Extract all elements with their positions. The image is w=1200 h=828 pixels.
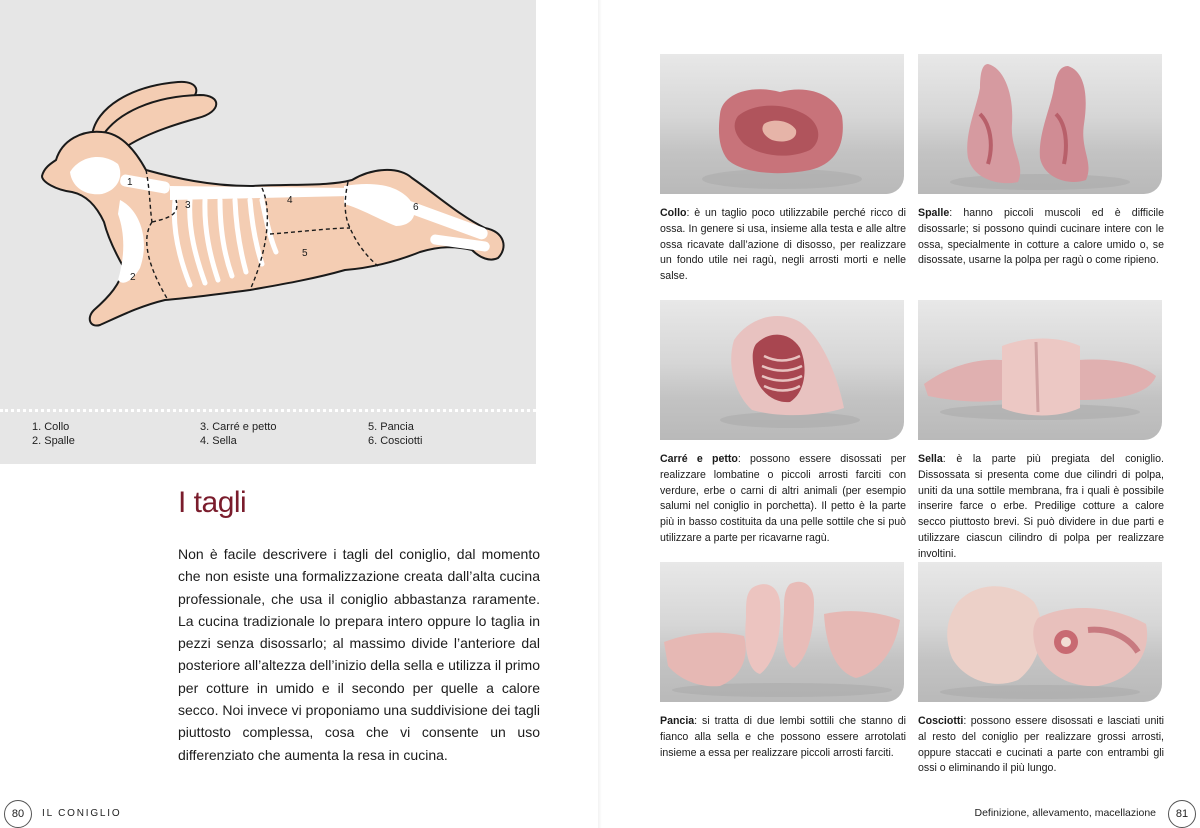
cut-number-6: 6 — [413, 202, 419, 213]
meat-image-carre-petto — [660, 300, 904, 440]
photo-cosciotti — [918, 562, 1162, 702]
cut-description: : si tratta di due lembi sottili che stanno di fianco alla sella e che possono essere arrotolati insieme a essa per realizzare piccoli arrosti farciti. — [660, 715, 906, 759]
running-head-left: IL CONIGLIO — [42, 808, 122, 819]
cuts-legend — [0, 420, 536, 460]
footer-left — [0, 800, 598, 828]
caption-collo — [660, 206, 906, 285]
page-number-right: 81 — [1168, 800, 1196, 828]
cut-description: : possono essere disossati per realizzare lombatine o piccoli arrosti farciti con verdure, erbe o carni di altri animali (per esempio salumi nel coniglio in porchetta). Il petto è la parte più in basso costituita da una pelle sottile che si può utilizzare a parte per ricavarne ragù. — [660, 453, 906, 544]
cut-name: Sella — [918, 453, 943, 465]
cut-card-carre-petto — [660, 300, 904, 547]
legend-column — [368, 420, 422, 448]
cut-description: : è la parte più pregiata del coniglio. Dissossata si presenta come due cilindri di polpa, uniti da una sottile membrana, fra i quali è possibile inserire farce o erbe. Predilige cotture a calore secco piuttosto brevi. Si può dividere in due parti e utilizzare ciascun cilindro di polpa per realizzare involtini. — [918, 453, 1164, 560]
legend-item: 5. Pancia — [368, 421, 414, 433]
cut-card-spalle — [918, 54, 1162, 269]
cut-number-4: 4 — [287, 195, 293, 206]
meat-image-sella — [918, 300, 1162, 440]
dotted-divider — [0, 409, 536, 412]
cut-name: Carré e petto — [660, 453, 738, 465]
legend-item: 6. Cosciotti — [368, 435, 423, 447]
photo-sella — [918, 300, 1162, 440]
intro-paragraph: Non è facile descrivere i tagli del coniglio, dal momento che non esiste una formalizzazione creata dall’alta cucina professionale, che usa il coniglio abbastanza raramente. La cucina tradizionale lo prepara intero oppure lo taglia in pezzi senza disossarlo; al massimo divide l’anteriore dal posteriore all’altezza dell’inizio della sella e utilizza il primo per cotture in umido e il secondo per quelle a calore secco. Noi invece vi proponiamo una suddivisione dei tagli piuttosto complessa, cosa che vi consente un uso differenziato che aumenta la resa in cucina. — [178, 546, 540, 763]
cut-card-collo — [660, 54, 904, 285]
cut-number-3: 3 — [185, 200, 191, 211]
cut-name: Collo — [660, 207, 687, 219]
caption-cosciotti — [918, 714, 1164, 777]
cut-name: Spalle — [918, 207, 950, 219]
cut-name: Pancia — [660, 715, 695, 727]
rabbit-cuts-diagram — [0, 0, 536, 410]
section-title: I tagli — [178, 486, 247, 519]
meat-image-pancia — [660, 562, 904, 702]
rabbit-cuts-diagram-panel — [0, 0, 536, 464]
legend-item: 3. Carré e petto — [200, 421, 277, 433]
meat-image-cosciotti — [918, 562, 1162, 702]
legend-item: 2. Spalle — [32, 435, 75, 447]
photo-spalle — [918, 54, 1162, 194]
cut-number-1: 1 — [127, 177, 133, 188]
cut-description: : possono essere disossati e lasciati uniti al resto del coniglio per realizzare grossi arrosti, oppure staccati e cucinati a parte con entrambi gli ossi o eliminando il più lungo. — [918, 715, 1164, 775]
cut-card-cosciotti — [918, 562, 1162, 777]
photo-collo — [660, 54, 904, 194]
page-number-left: 80 — [4, 800, 32, 828]
cut-card-sella — [918, 300, 1162, 563]
legend-item: 4. Sella — [200, 435, 237, 447]
legend-column — [32, 420, 75, 448]
meat-image-spalle — [918, 54, 1162, 194]
caption-pancia — [660, 714, 906, 761]
legend-item: 1. Collo — [32, 421, 70, 433]
cut-number-5: 5 — [302, 248, 308, 259]
photo-pancia — [660, 562, 904, 702]
legend-column — [200, 420, 276, 448]
book-gutter — [598, 0, 602, 828]
running-head-right: Definizione, allevamento, macellazione — [974, 807, 1156, 819]
footer-right — [602, 800, 1200, 828]
cut-number-2: 2 — [130, 272, 136, 283]
photo-carre-petto — [660, 300, 904, 440]
cut-name: Cosciotti — [918, 715, 964, 727]
meat-image-collo — [660, 54, 904, 194]
caption-spalle — [918, 206, 1164, 269]
caption-sella — [918, 452, 1164, 563]
cut-description: : è un taglio poco utilizzabile perché ricco di ossa. In genere si usa, insieme alla testa e alle altre ossa ricavate dall’azione di disosso, per realizzare un fondo utile nei ragù, negli arrosti morti e nelle salse. — [660, 207, 906, 283]
cut-description: : hanno piccoli muscoli ed è difficile disossarle; si possono quindi cucinare intere con le ossa, specialmente in cotture a calore umido o, se disossate, usarne la polpa per ragù o come ripieno. — [918, 207, 1164, 267]
cut-card-pancia — [660, 562, 904, 761]
caption-carre-petto — [660, 452, 906, 547]
